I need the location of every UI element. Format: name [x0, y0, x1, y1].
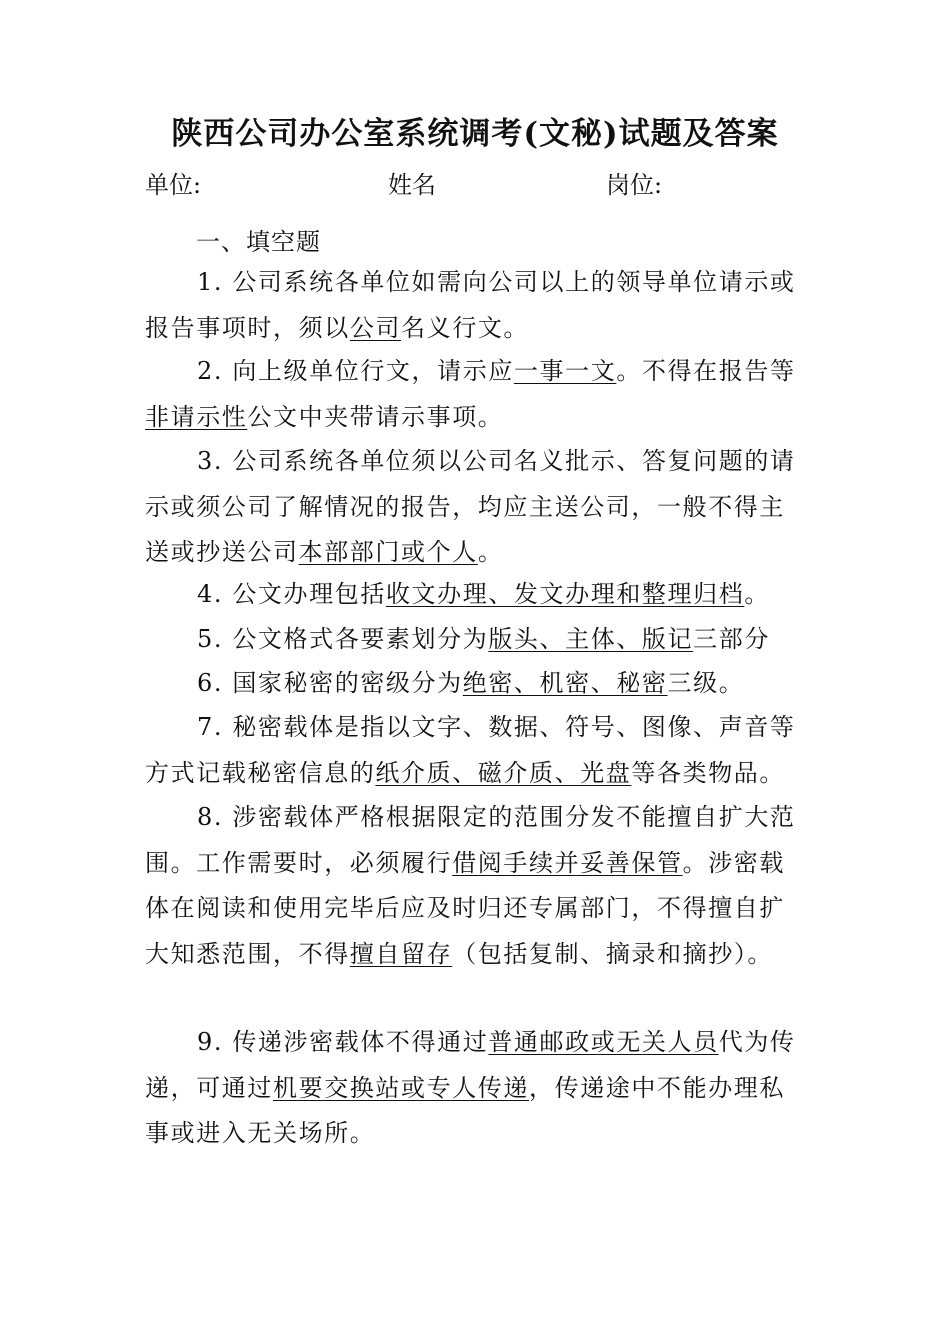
question-text: 2. 向上级单位行文，请示应: [197, 357, 514, 385]
question-1: [145, 260, 805, 351]
question-7: [145, 705, 805, 796]
question-text: 。不得在报告等: [616, 357, 796, 385]
question-text: 等各类物品。: [631, 758, 786, 787]
question-text: 9. 传递涉密载体不得通过: [197, 1028, 489, 1056]
answer-blank: 绝密、机密、秘密: [462, 669, 668, 697]
answer-blank: 机要交换站或专人传递: [273, 1073, 529, 1102]
question-4: [145, 572, 805, 618]
section-heading: 一、填空题: [196, 228, 321, 256]
question-text: 8. 涉密载体严格根据限定的范围分发不能擅自扩大范围。工作需要时，必须履行: [145, 803, 796, 877]
question-6: [145, 661, 805, 707]
question-8: [145, 795, 805, 977]
answer-blank: 收文办理、发文办理和整理归档: [385, 580, 745, 608]
question-text: 代为传递，可通过: [145, 1028, 796, 1102]
question-text: 6. 国家秘密的密级分为: [197, 669, 463, 697]
question-text: 三级。: [667, 669, 745, 697]
question-text: 。: [744, 580, 770, 608]
question-text: 名义行文。: [401, 313, 530, 342]
document-title: 陕西公司办公室系统调考(文秘)试题及答案: [171, 116, 779, 152]
answer-blank: 版头、主体、版记: [488, 625, 694, 653]
unit-label: 单位:: [145, 171, 202, 199]
question-text: 三部分: [693, 625, 770, 653]
question-text: 1. 公司系统各单位如需向公司以上的领导单位请示或报告事项时，须以: [145, 268, 796, 342]
question-text: 5. 公文格式各要素划分为: [197, 625, 489, 653]
question-text: （包括复制、摘录和摘抄）。: [452, 939, 774, 968]
question-3: [145, 439, 805, 576]
question-text: 。: [477, 538, 504, 566]
answer-blank: 一事一文: [513, 357, 617, 385]
question-text: ，传递途中不能办理私事或进入无关场所。: [145, 1073, 785, 1147]
answer-blank: 借阅手续并妥善保管: [452, 848, 683, 877]
answer-blank: 普通邮政或无关人员: [488, 1028, 719, 1056]
answer-blank: 纸介质、磁介质、光盘: [375, 758, 632, 787]
position-label: 岗位:: [606, 171, 663, 199]
question-text: 4. 公文办理包括: [197, 580, 386, 608]
answer-blank: 擅自留存: [349, 939, 453, 968]
question-5: [145, 617, 805, 663]
question-text: 公文中夹带请示事项。: [247, 402, 504, 431]
question-2: [145, 349, 805, 440]
question-text: 。涉密载体在阅读和使用完毕后应及时归还专属部门，不得擅自扩大知悉范围，不得: [145, 848, 786, 968]
name-label: 姓名: [388, 171, 436, 199]
answer-blank: 公司: [349, 313, 402, 342]
answer-blank: 本部部门或个人: [298, 538, 478, 566]
question-text: 7. 秘密载体是指以文字、数据、符号、图像、声音等方式记载秘密信息的: [145, 713, 796, 787]
answer-blank: 非请示性: [145, 402, 248, 431]
question-9: [145, 1020, 805, 1157]
question-text: 3. 公司系统各单位须以公司名义批示、答复问题的请示或须公司了解情况的报告，均应主送公司，一般不得主送或抄送公司: [145, 447, 796, 566]
